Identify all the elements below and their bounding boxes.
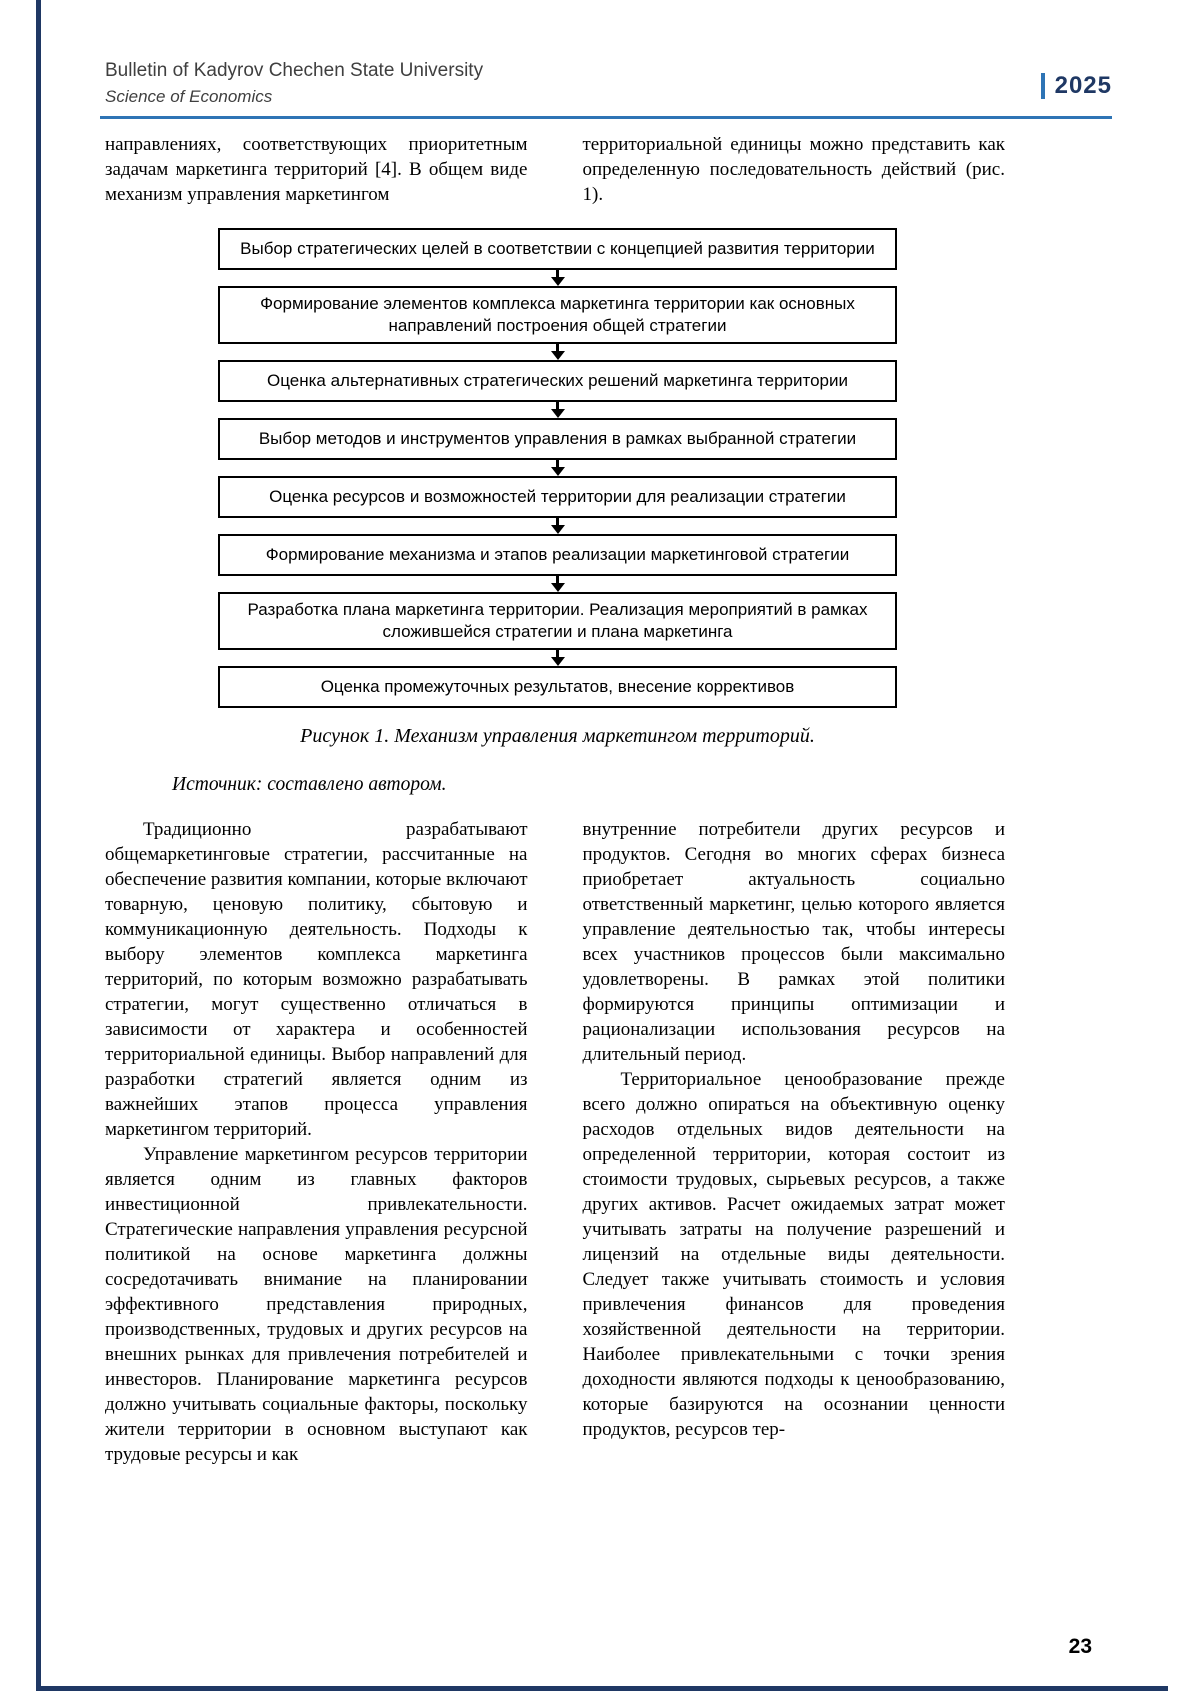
arrow-head — [551, 525, 565, 534]
arrow-shaft — [556, 576, 559, 583]
intro-section — [105, 132, 1005, 207]
arrow-head — [551, 467, 565, 476]
down-arrow-icon — [218, 344, 897, 360]
body-left-column — [105, 817, 528, 1467]
figure-source: Источник: составлено автором. — [172, 774, 447, 796]
journal-subtitle: Science of Economics — [105, 86, 273, 106]
header-rule — [100, 116, 1112, 119]
journal-title: Bulletin of Kadyrov Chechen State University — [105, 60, 484, 81]
down-arrow-icon — [218, 518, 897, 534]
page-number: 23 — [1068, 1635, 1092, 1658]
figure-flowchart — [218, 228, 897, 748]
down-arrow-icon — [218, 650, 897, 666]
arrow-head — [551, 657, 565, 666]
arrow-shaft — [556, 460, 559, 467]
intro-right-column: территориальной единицы можно представить как определенную последовательность действий (рис. 1). — [582, 133, 1005, 205]
arrow-head — [551, 351, 565, 360]
arrow-shaft — [556, 518, 559, 525]
down-arrow-icon — [218, 270, 897, 286]
arrow-shaft — [556, 402, 559, 409]
body-paragraph: Управление маркетингом ресурсов территории является одним из главных факторов инвестиционной привлекательности. Стратегические направления управления ресурсной политикой на основе маркетинга должны сосредотачивать внимание на планировании эффективного представления природных, производственных, трудовых и других ресурсов на внешних рынках для привлечения потребителей и инвесторов. Планирование маркетинга ресурсов должно учитывать социальные факторы, поскольку жители территории в основном выступают как трудовые ресурсы и как — [105, 1144, 528, 1466]
flowchart-step-1: Выбор стратегических целей в соответствии с концепцией развития территории — [218, 228, 897, 270]
flowchart-step-2: Формирование элементов комплекса маркетинга территории как основных направлений построения общей стратегии — [218, 286, 897, 344]
figure-caption: Рисунок 1. Механизм управления маркетингом территорий. — [300, 725, 815, 748]
body-right-column — [583, 817, 1006, 1467]
body-paragraph: Традиционно разрабатывают общемаркетинговые стратегии, рассчитанные на обеспечение развития компании, которые включают товарную, ценовую политику, сбытовую и коммуникационную деятельность. Подходы к выбору элементов комплекса маркетинга территорий, по которым возможно разрабатывать стратегии, могут существенно отличаться в зависимости от характера и особенностей территориальной единицы. Выбор направлений для разработки стратегий является одним из важнейших этапов процесса управления маркетингом территорий. — [105, 819, 528, 1141]
header-year — [1041, 72, 1112, 100]
page-header — [105, 0, 1112, 107]
arrow-shaft — [556, 270, 559, 277]
body-paragraph: Территориальное ценообразование прежде всего должно опираться на объективную оценку расходов отдельных видов деятельности на определенной территории, которая состоит из стоимости трудовых, сырьевых ресурсов, а также других активов. Расчет ожидаемых затрат может учитывать затраты на получение разрешений и лицензий на отдельные виды деятельности. Следует также учитывать стоимость и условия привлечения финансов для проведения хозяйственной деятельности на территории. Наиболее привлекательными с точки зрения доходности являются подходы к ценообразованию, которые базируются на осознании ценности продуктов, ресурсов тер- — [582, 1069, 1005, 1441]
arrow-head — [551, 583, 565, 592]
flowchart-step-8: Оценка промежуточных результатов, внесение коррективов — [218, 666, 897, 708]
left-border-rule — [36, 0, 41, 1691]
flowchart-step-7: Разработка плана маркетинга территории. Реализация мероприятий в рамках сложившейся стратегии и плана маркетинга — [218, 592, 897, 650]
down-arrow-icon — [218, 576, 897, 592]
arrow-head — [551, 409, 565, 418]
arrow-shaft — [556, 344, 559, 351]
down-arrow-icon — [218, 402, 897, 418]
flowchart-step-6: Формирование механизма и этапов реализации маркетинговой стратегии — [218, 534, 897, 576]
arrow-head — [551, 277, 565, 286]
flowchart-step-4: Выбор методов и инструментов управления в рамках выбранной стратегии — [218, 418, 897, 460]
down-arrow-icon — [218, 460, 897, 476]
body-paragraph: внутренние потребители других ресурсов и продуктов. Сегодня во многих сферах бизнеса приобретает актуальность социально ответственный маркетинг, целью которого является управление деятельностью так, чтобы интересы всех участников процессов были максимально удовлетворены. В рамках этой политики формируются принципы оптимизации и рационализации использования ресурсов на длительный период. — [582, 819, 1005, 1066]
flowchart-step-3: Оценка альтернативных стратегических решений маркетинга территории — [218, 360, 897, 402]
intro-left-column: направлениях, соответствующих приоритетным задачам маркетинга территорий [4]. В общем виде механизм управления маркетингом — [105, 133, 528, 205]
body-section — [105, 817, 1005, 1467]
flowchart-step-5: Оценка ресурсов и возможностей территории для реализации стратегии — [218, 476, 897, 518]
journal-heading — [105, 60, 483, 107]
year-divider-bar — [1041, 73, 1045, 99]
bottom-border-rule — [36, 1686, 1168, 1691]
arrow-shaft — [556, 650, 559, 657]
year-label: 2025 — [1054, 72, 1112, 99]
